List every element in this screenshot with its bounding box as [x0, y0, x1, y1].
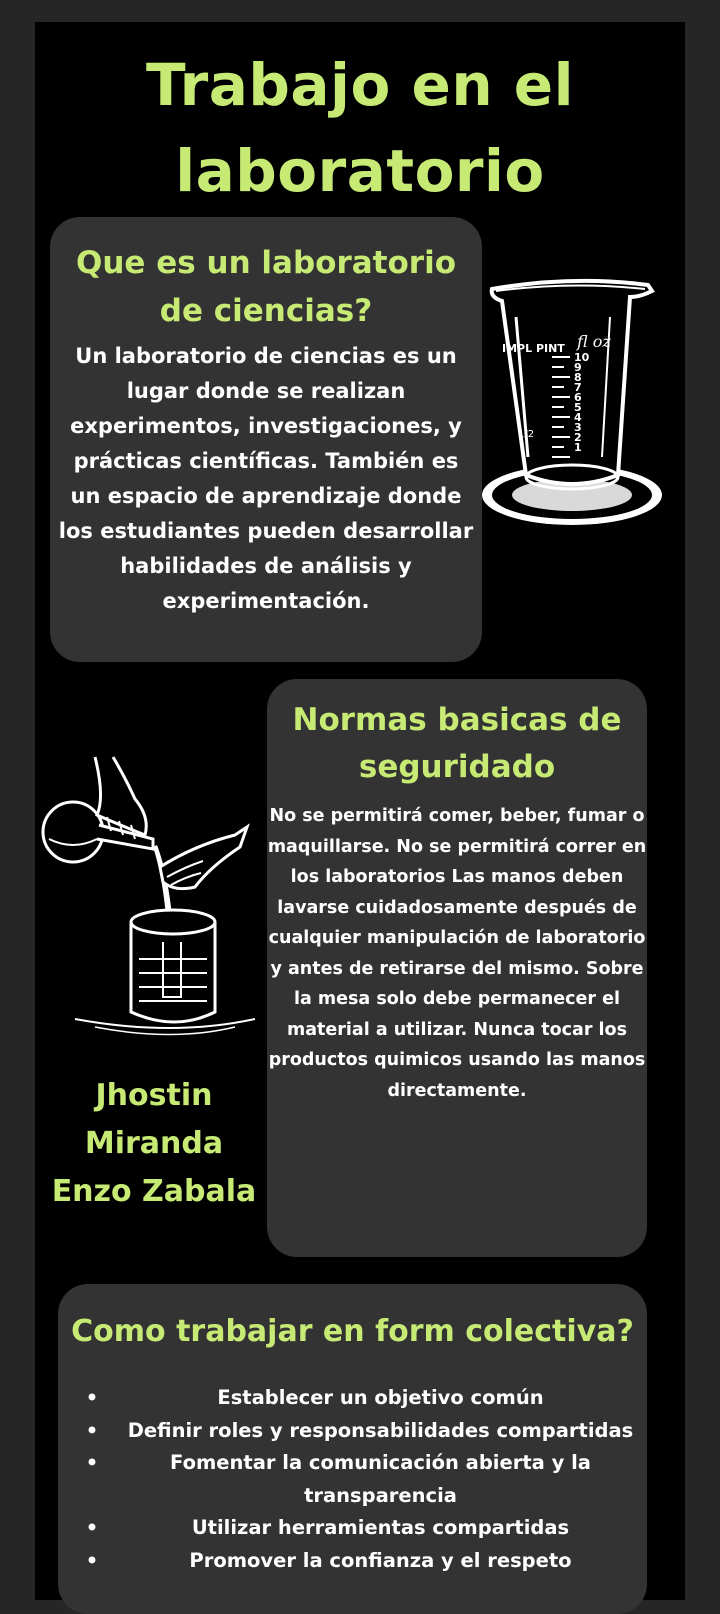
beaker-scale-number: 6: [574, 391, 582, 404]
beaker-scale-number: 9: [574, 361, 582, 374]
list-item: • Fomentar la comunicación abierta y la transparencia: [58, 1447, 647, 1512]
list-item: • Promover la confianza y el respeto: [58, 1545, 647, 1578]
beaker-scale-number: 7: [574, 381, 582, 394]
lab-definition-card: [50, 217, 482, 662]
beaker-scale-number: 8: [574, 371, 582, 384]
list-item: • Utilizar herramientas compartidas: [58, 1512, 647, 1545]
bullet-icon: •: [85, 1516, 99, 1539]
beaker-scale-number: 4: [574, 411, 582, 424]
beaker-illustration: [480, 267, 665, 532]
bullet-icon: •: [85, 1418, 99, 1442]
safety-rules-text: No se permitirá comer, beber, fumar o maquillarse. No se permitirá correr en los laboratorios Las manos deben lavarse cuidadosamente después de cualquier manipulación de laboratorio y antes de retirarse del mismo. Sobre la mesa solo debe permanecer el material a utilizar. Nunca tocar los productos quimicos usando las manos directamente.: [267, 806, 647, 1101]
beaker-label-left: IMPL PINT: [502, 342, 565, 355]
safety-rules-heading: Normas basicas de seguridado: [292, 702, 622, 785]
teamwork-list: [58, 1382, 647, 1577]
teamwork-card: [58, 1284, 647, 1614]
lab-definition-text: Un laboratorio de ciencias es un lugar donde se realizan experimentos, investigaciones, y prácticas científicas. También es un espacio de aprendizaje donde los estudiantes pueden desarrollar habilidades de análisis y experimentación.: [58, 344, 474, 613]
bullet-icon: •: [85, 1548, 99, 1572]
safety-rules-card: [267, 679, 647, 1257]
beaker-scale-number: 10: [574, 351, 590, 364]
list-item: • Establecer un objetivo común: [58, 1382, 647, 1415]
teamwork-heading: Como trabajar en form colectiva?: [71, 1314, 634, 1349]
authors: Jhostin Miranda Enzo Zabala: [51, 1078, 257, 1209]
beaker-scale-number: 2: [574, 431, 582, 444]
list-item: • Definir roles y responsabilidades compartidas: [58, 1415, 647, 1448]
beaker-scale-number: 3: [574, 421, 582, 434]
beaker-fraction: 1/2: [518, 429, 535, 440]
pouring-flask-illustration: [35, 727, 265, 1037]
beaker-scale-number: 1: [574, 441, 582, 454]
beaker-label-right: fl oz: [577, 332, 611, 351]
page-title: Trabajo en el laboratorio: [145, 51, 575, 205]
infographic-poster: [35, 22, 685, 1600]
beaker-scale-number: 5: [574, 401, 582, 414]
bullet-icon: •: [85, 1386, 99, 1409]
bullet-icon: •: [85, 1451, 99, 1474]
lab-definition-heading: Que es un laboratorio de ciencias?: [75, 245, 456, 329]
